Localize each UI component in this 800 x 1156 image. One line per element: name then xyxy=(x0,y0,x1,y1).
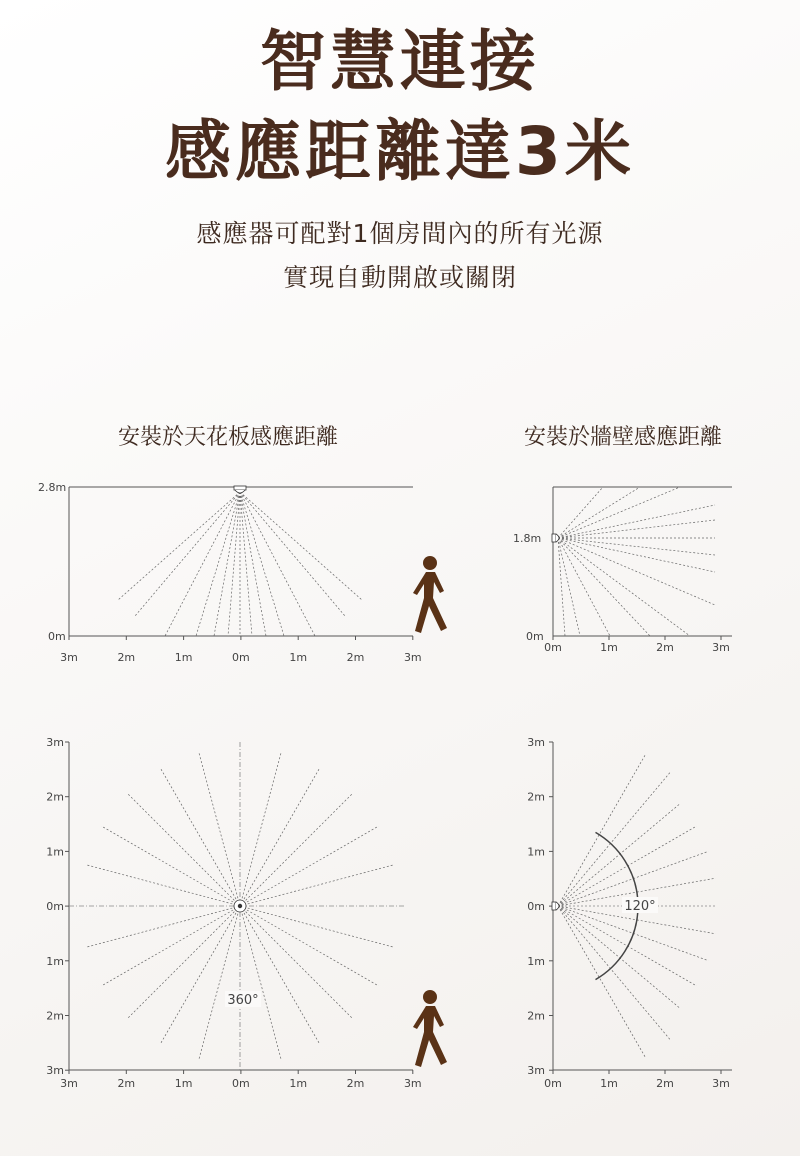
headline-line-2: 感應距離達3米 xyxy=(165,113,635,190)
ceiling-top-y-tick-label: 3m xyxy=(46,736,64,749)
wall-side-x-tick-label: 3m xyxy=(712,641,730,654)
wall-side-diagram xyxy=(513,487,732,654)
detection-ray xyxy=(240,492,345,616)
wall-side-x-ticks xyxy=(544,636,730,654)
detection-ray xyxy=(240,492,252,636)
ceiling-top-y-tick-label: 3m xyxy=(46,1064,64,1078)
ceiling-sensor-icon xyxy=(234,486,246,493)
walking-person-icon xyxy=(413,556,447,633)
wall-top-y-tick-label: 3m xyxy=(527,1064,545,1078)
ceiling-section-title: 安裝於天花板感應距離 xyxy=(118,425,339,450)
detection-ray xyxy=(558,487,640,538)
headline-line-1: 智慧連接 xyxy=(260,23,540,100)
detection-ray xyxy=(101,826,240,906)
wall-top-x-tick-label: 0m xyxy=(544,1077,562,1090)
detection-ray xyxy=(135,492,240,616)
detection-ray xyxy=(86,906,241,947)
wall-top-y-tick-label: 2m xyxy=(527,790,545,804)
wall-side-x-tick-label: 0m xyxy=(544,641,562,654)
ceiling-top-x-ticks xyxy=(60,1070,422,1090)
detection-ray xyxy=(558,906,681,1009)
detection-ray xyxy=(558,803,681,906)
detection-ray xyxy=(558,505,715,538)
ceiling-floor-label: 0m xyxy=(48,630,66,643)
detection-ray xyxy=(240,826,379,906)
wall-top-x-ticks xyxy=(544,1070,730,1090)
subheadline-line-1: 感應器可配對1個房間內的所有光源 xyxy=(196,219,604,248)
ceiling-side-x-tick-label: 0m xyxy=(232,651,250,664)
detection-ray xyxy=(558,538,715,572)
ceiling-side-x-ticks xyxy=(60,636,422,664)
detection-ray xyxy=(240,906,379,986)
ceiling-side-x-tick-label: 1m xyxy=(289,651,308,664)
wall-section-title: 安裝於牆壁感應距離 xyxy=(524,425,723,450)
wall-top-x-tick-label: 2m xyxy=(656,1077,674,1090)
detection-ray xyxy=(240,793,353,906)
detection-ray xyxy=(127,906,240,1019)
detection-ray xyxy=(558,754,646,906)
detection-ray xyxy=(558,772,671,906)
wall-side-detection-rays xyxy=(558,487,715,636)
ceiling-top-y-tick-label: 1m xyxy=(46,954,64,968)
detection-ray xyxy=(101,906,240,986)
detection-ray xyxy=(199,752,240,907)
ceiling-angle-label: 360° xyxy=(227,993,259,1008)
detection-ray xyxy=(558,538,715,555)
ceiling-side-x-tick-label: 1m xyxy=(174,651,193,664)
detection-ray xyxy=(558,906,646,1058)
ceiling-top-y-ticks xyxy=(46,736,69,1077)
ceiling-top-y-tick-label: 2m xyxy=(46,1009,64,1023)
detection-ray xyxy=(558,538,565,636)
wall-top-y-tick-label: 1m xyxy=(527,954,545,968)
wall-top-x-tick-label: 1m xyxy=(600,1077,618,1090)
detection-ray xyxy=(558,538,690,636)
detection-ray xyxy=(240,906,281,1061)
detection-ray xyxy=(240,752,281,907)
detection-ray xyxy=(86,865,241,906)
detection-ray xyxy=(558,487,603,538)
walking-person-icon-2 xyxy=(413,990,447,1067)
ceiling-top-diagram xyxy=(46,736,447,1090)
wall-top-x-tick-label: 3m xyxy=(712,1077,730,1090)
ceiling-top-x-tick-label: 3m xyxy=(403,1077,422,1090)
wall-sensor-icon xyxy=(552,534,559,542)
detection-ray xyxy=(240,767,320,906)
ceiling-side-x-tick-label: 3m xyxy=(60,651,78,664)
detection-ray xyxy=(118,492,240,600)
ceiling-side-detection-rays xyxy=(118,492,362,636)
ceiling-top-x-tick-label: 2m xyxy=(117,1077,136,1090)
detection-ray xyxy=(240,492,362,600)
wall-top-y-tick-label: 2m xyxy=(527,1009,545,1023)
detection-ray xyxy=(160,906,240,1045)
wall-side-x-tick-label: 1m xyxy=(600,641,618,654)
detection-ray xyxy=(558,906,671,1040)
subheadline-line-2: 實現自動開啟或關閉 xyxy=(282,263,517,292)
ceiling-height-label: 2.8m xyxy=(38,481,67,494)
ceiling-top-x-tick-label: 1m xyxy=(289,1077,308,1090)
wall-floor-label: 0m xyxy=(526,630,544,643)
wall-top-y-ticks xyxy=(527,736,553,1077)
wall-height-label: 1.8m xyxy=(513,532,542,545)
detection-ray xyxy=(240,492,266,636)
wall-side-x-tick-label: 2m xyxy=(656,641,674,654)
ceiling-top-y-tick-label: 0m xyxy=(46,900,64,914)
ceiling-top-y-tick-label: 1m xyxy=(46,845,64,859)
ceiling-side-x-tick-label: 3m xyxy=(403,651,422,664)
ceiling-side-x-tick-label: 2m xyxy=(117,651,136,664)
detection-ray xyxy=(240,906,320,1045)
ceiling-side-diagram xyxy=(38,481,447,664)
ceiling-top-x-tick-label: 2m xyxy=(346,1077,365,1090)
detection-ray xyxy=(558,487,680,538)
detection-ray xyxy=(240,906,395,947)
detection-ray xyxy=(558,520,715,538)
detection-ray xyxy=(214,492,240,636)
detection-ray xyxy=(160,767,240,906)
detection-ray xyxy=(127,793,240,906)
detection-ray xyxy=(558,538,610,636)
wall-top-y-tick-label: 3m xyxy=(527,736,545,749)
ceiling-top-y-tick-label: 2m xyxy=(46,790,64,804)
detection-ray xyxy=(199,906,240,1061)
wall-top-y-tick-label: 0m xyxy=(527,900,545,914)
wall-angle-label: 120° xyxy=(624,899,656,914)
ceiling-top-x-tick-label: 1m xyxy=(174,1077,193,1090)
detection-ray xyxy=(240,865,395,906)
ceiling-side-x-tick-label: 2m xyxy=(346,651,365,664)
detection-ray xyxy=(558,538,715,605)
ceiling-top-sensor-icon xyxy=(234,900,246,912)
ceiling-top-x-tick-label: 3m xyxy=(60,1077,78,1090)
detection-ray xyxy=(228,492,240,636)
wall-top-sensor-icon xyxy=(552,902,559,910)
detection-ray xyxy=(558,538,650,636)
ceiling-top-x-tick-label: 0m xyxy=(232,1077,250,1090)
wall-top-y-tick-label: 1m xyxy=(527,845,545,859)
wall-top-diagram xyxy=(527,736,732,1090)
